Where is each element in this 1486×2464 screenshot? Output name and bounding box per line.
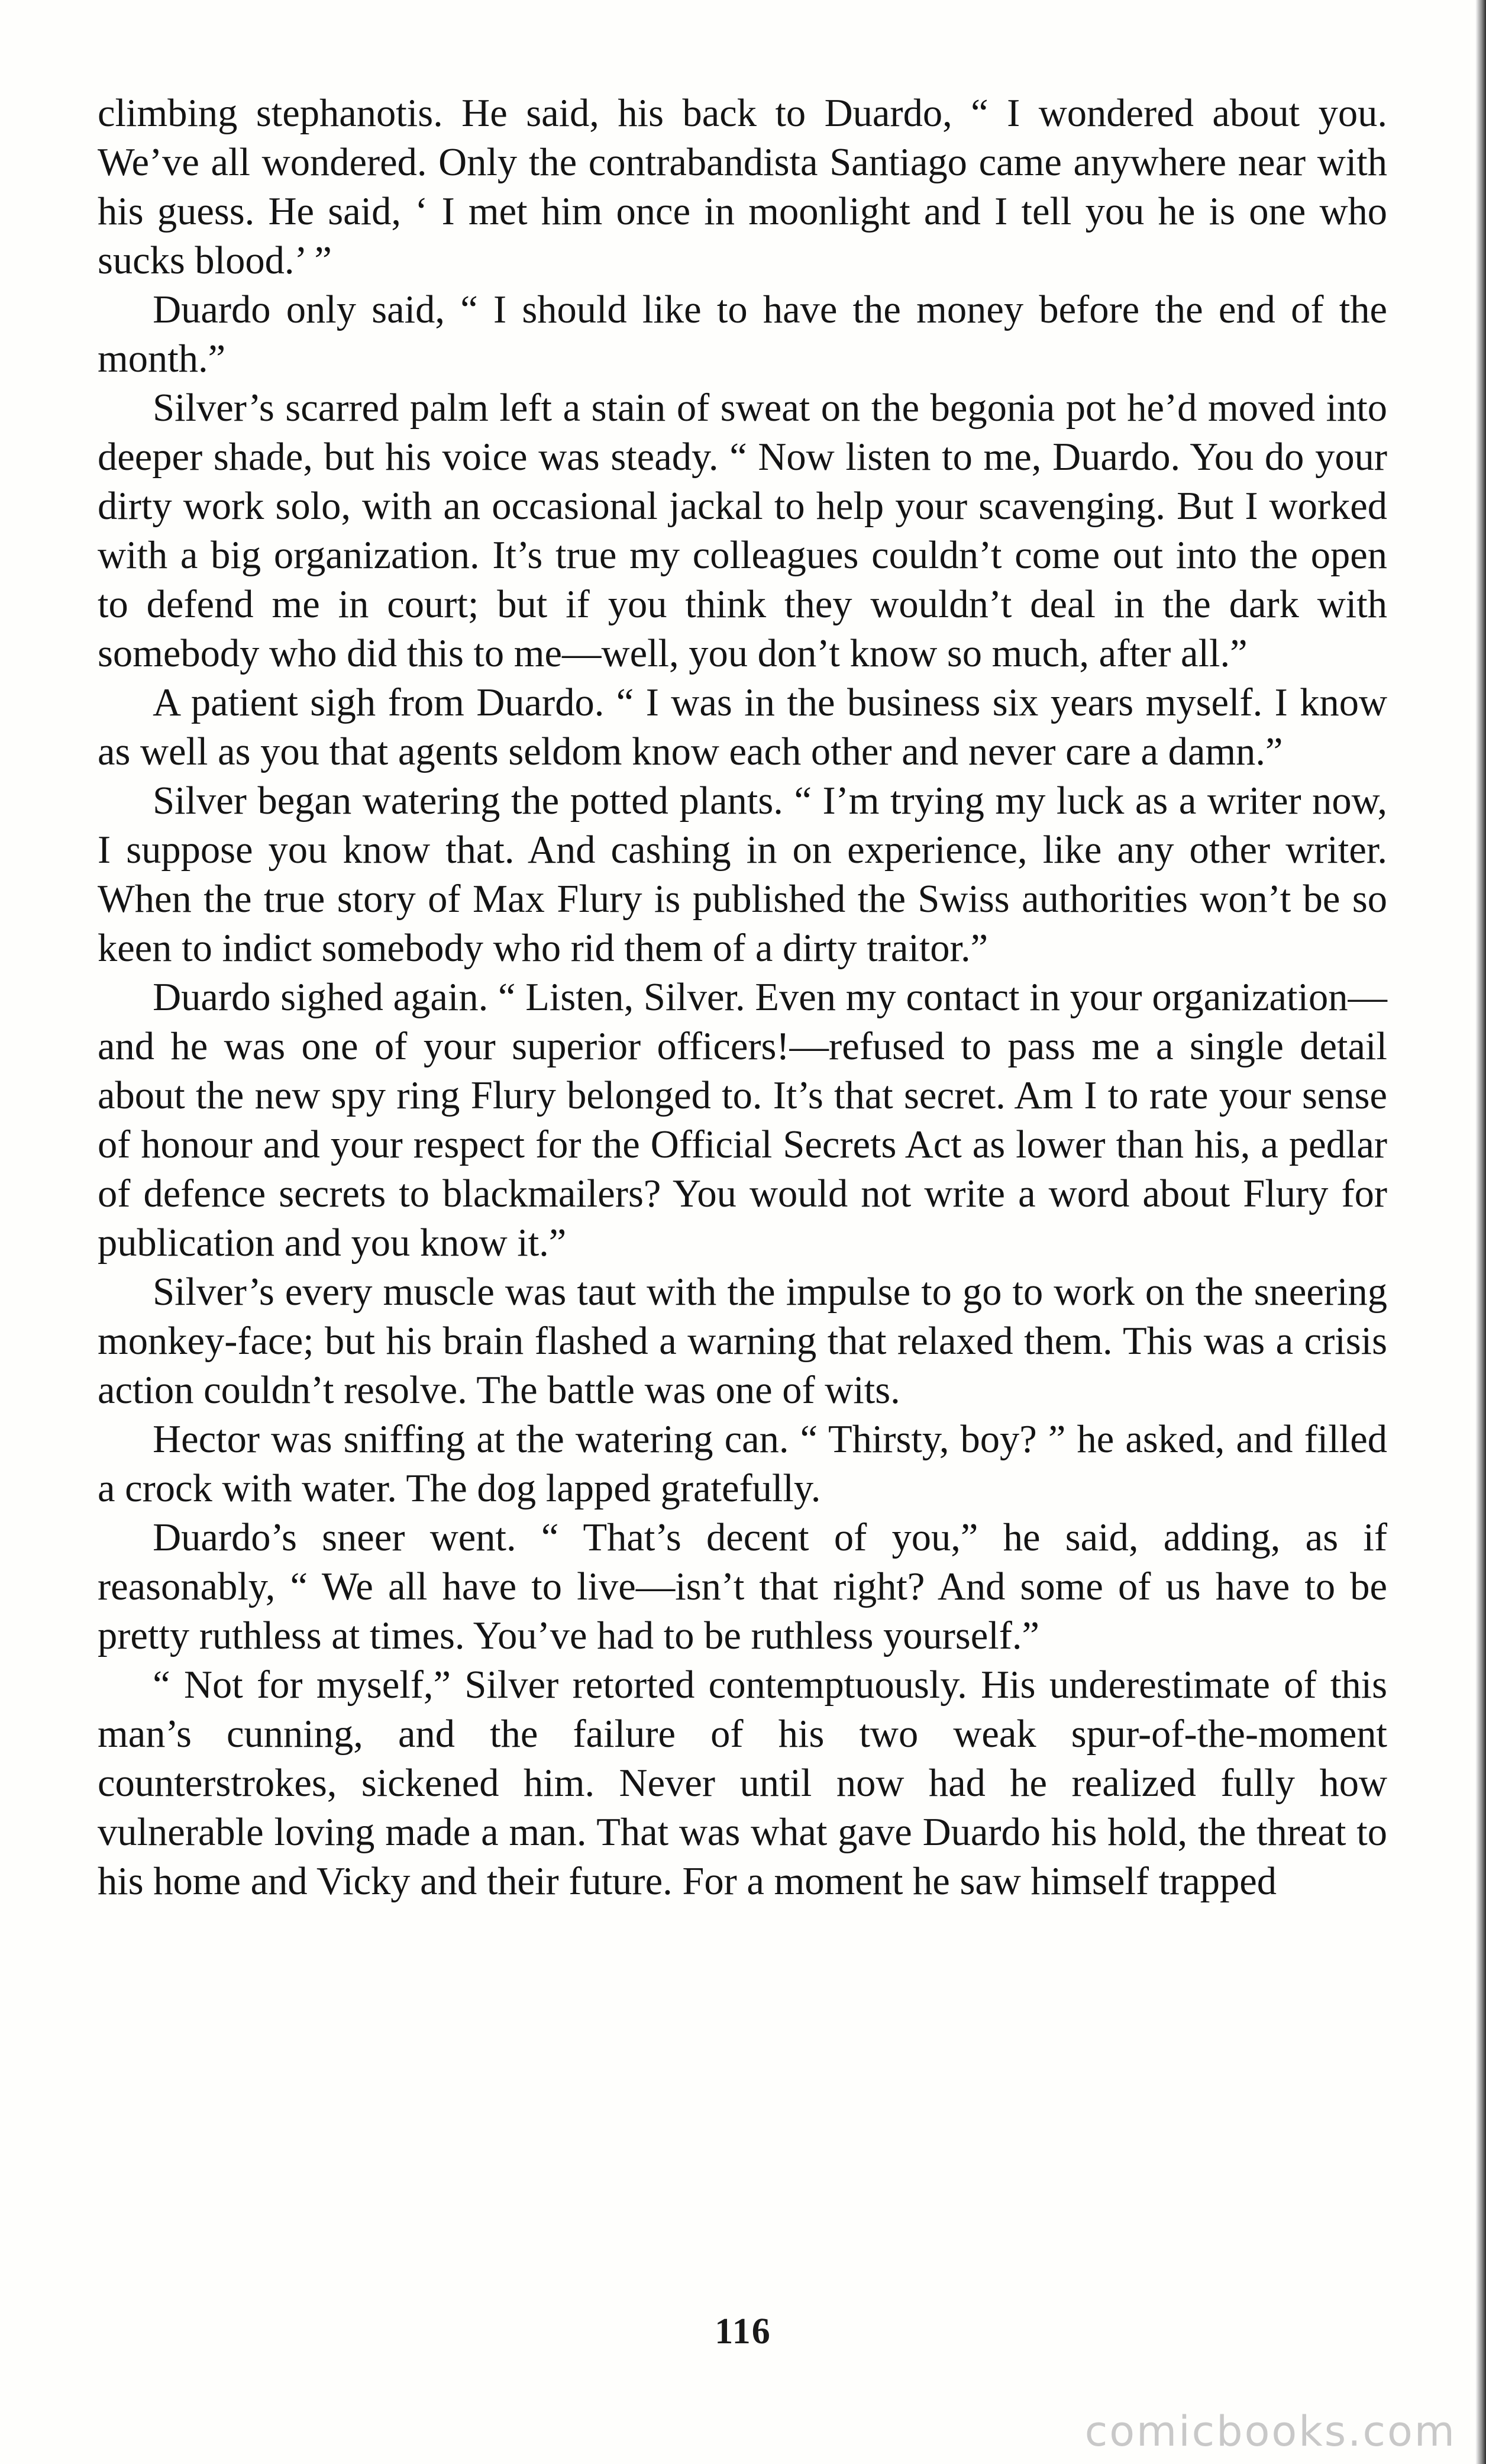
page-edge-shadow (1475, 0, 1486, 2464)
paragraph-10: “ Not for myself,” Silver retorted contemptuously. His underestimate of this man’s cunning, and the failure of his two weak spur-of-the-moment counterstrokes, sickened him. Never until now had he realized fully how vulnerable loving made a man. That was what gave Duardo his hold, the threat to his home and Vicky and their future. For a moment he saw himself trapped (98, 1663, 1387, 1903)
paragraph-2: Duardo only said, “ I should like to have the money before the end of the month.” (98, 288, 1387, 380)
paragraph-8: Hector was sniffing at the watering can. “ Thirsty, boy? ” he asked, and filled a crock with water. The dog lapped gratefully. (98, 1418, 1387, 1510)
watermark: comicbooks.com (1084, 2407, 1456, 2456)
paragraph-3: Silver’s scarred palm left a stain of sweat on the begonia pot he’d moved into deeper shade, but his voice was steady. “ Now listen to me, Duardo. You do your dirty work solo, with an occasional jackal to help your scavenging. But I worked with a big organization. It’s true my colleagues couldn’t come out into the open to defend me in court; but if you think they wouldn’t deal in the dark with somebody who did this to me—well, you don’t know so much, after all.” (98, 386, 1387, 675)
paragraph-6: Duardo sighed again. “ Listen, Silver. Even my contact in your organization—and he was one of your superior officers!—refused to pass me a single detail about the new spy ring Flury belonged to. It’s that secret. Am I to rate your sense of honour and your respect for the Official Secrets Act as lower than his, a pedlar of defence secrets to blackmailers? You would not write a word about Flury for publication and you know it.” (98, 976, 1387, 1265)
body-text (98, 89, 1387, 1906)
paragraph-4: A patient sigh from Duardo. “ I was in the business six years myself. I know as well as you that agents seldom know each other and never care a damn.” (98, 681, 1387, 773)
page-number: 116 (715, 2311, 771, 2352)
paragraph-9: Duardo’s sneer went. “ That’s decent of you,” he said, adding, as if reasonably, “ We all have to live—isn’t that right? And some of us have to be pretty ruthless at times. You’ve had to be ruthless yourself.” (98, 1516, 1387, 1657)
paragraph-1: climbing stephanotis. He said, his back to Duardo, “ I wondered about you. We’ve all wondered. Only the contrabandista Santiago came anywhere near with his guess. He said, ‘ I met him once in moonlight and I tell you he is one who sucks blood.’ ” (98, 92, 1387, 282)
paragraph-7: Silver’s every muscle was taut with the impulse to go to work on the sneering monkey-face; but his brain flashed a warning that relaxed them. This was a crisis action couldn’t resolve. The battle was one of wits. (98, 1270, 1387, 1412)
paragraph-5: Silver began watering the potted plants. “ I’m trying my luck as a writer now, I suppose you know that. And cashing in on experience, like any other writer. When the true story of Max Flury is published the Swiss authorities won’t be so keen to indict somebody who rid them of a dirty traitor.” (98, 779, 1387, 970)
